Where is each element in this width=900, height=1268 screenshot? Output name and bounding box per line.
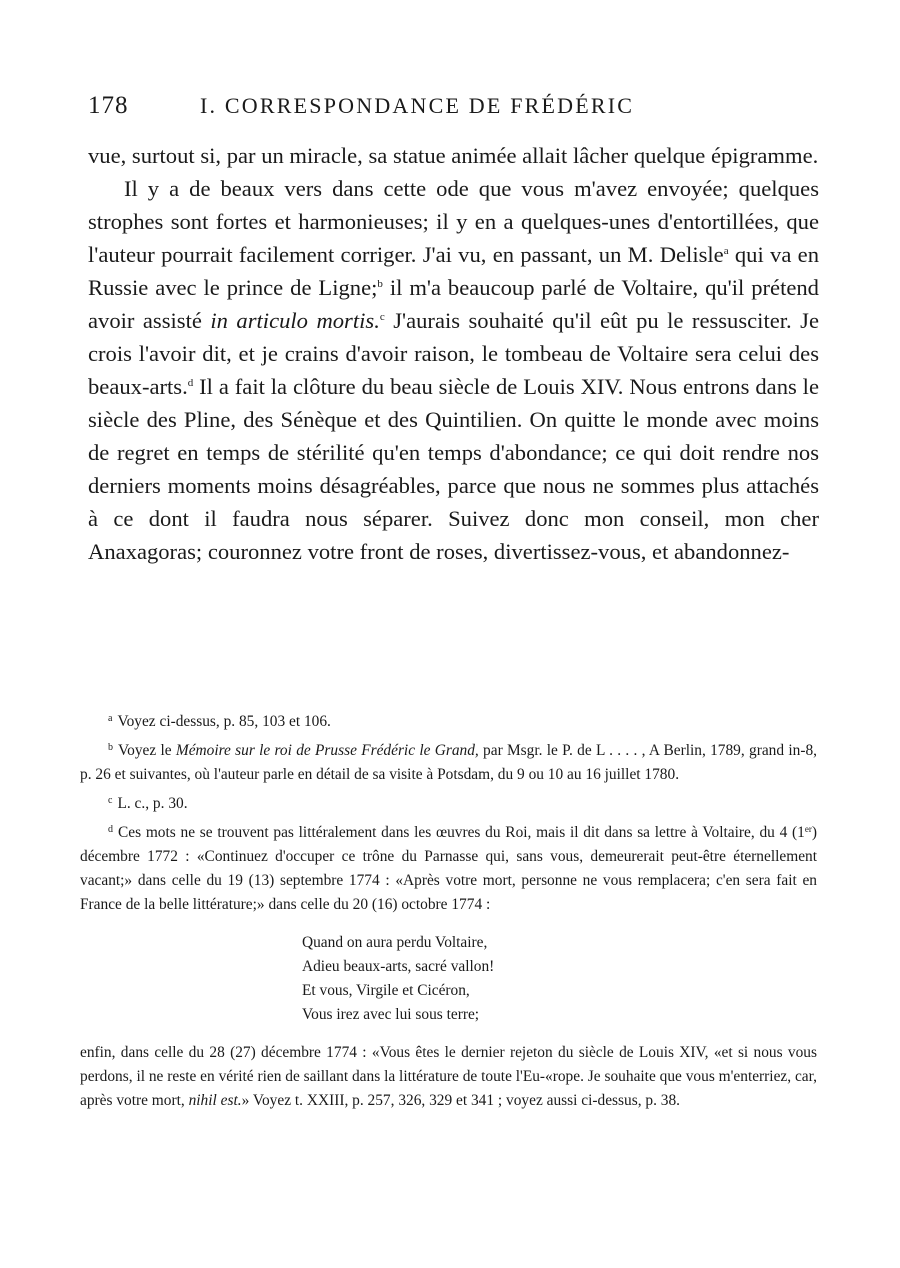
footnote-a: $^a$ Voyez ci-dessus, p. 85, 103 et 106. [108,713,331,730]
paragraph-continuation: vue, surtout si, par un miracle, sa statue animée allait lâcher quelque épigramme. [88,143,819,168]
footnote-ref-b[interactable]: b [377,278,383,290]
poem-line: Adieu beaux-arts, sacré vallon! [302,958,495,975]
footnote-d: $^d$ Ces mots ne se trouvent pas littéralement dans les œuvres du Roi, mais il dit dans sa lettre à Voltaire, du 4 (1er) décembre 1772 : «Continuez d'occuper ce trône du Parnasse qui, sans vous, demeurerait peut-être éternellement vacant;» dans celle du 19 (13) septembre 1774 : «Après votre mort, personne ne vous remplacera; c'en sera fait en France de la belle littérature;» dans celle du 20 (16) octobre 1774 : [80,824,817,913]
footnote-mark: b [108,742,113,753]
footnote-c: $^c$ L. c., p. 30. [108,795,188,812]
footnote-b: $^b$ Voyez le Mémoire sur le roi de Prusse Frédéric le Grand, par Msgr. le P. de L . . . . , A Berlin, 1789, grand in-8, p. 26 et suivantes, où l'auteur parle en détail de sa visite à Potsdam, du 9 ou 10 au 16 juillet 1780. [80,742,817,783]
footnote-ref-a[interactable]: a [723,245,729,257]
footnote-mark: a [108,713,113,724]
book-title: Mémoire sur le roi de Prusse Frédéric le Grand, [175,742,479,759]
footnote-ref-d[interactable]: d [187,377,194,389]
footnote-ref-c[interactable]: c [379,311,385,323]
poem-line: Et vous, Virgile et Cicéron, [302,982,470,999]
paragraph-main: Il y a de beaux vers dans cette ode que vous m'avez envoyée; quelques strophes sont fortes et harmonieuses; il y en a quelques-unes d'entortillées, que l'auteur pourrait facilement corriger. J'ai vu, en passant, un M. Delisle$^a$ qui va en Russie avec le prince de Ligne;$^b$ il m'a beaucoup parlé de Voltaire, qu'il prétend avoir assisté in articulo mortis.$^c$ J'aurais souhaité qu'il eût pu le ressusciter. Je crois l'avoir dit, et je crains d'avoir raison, le tombeau de Voltaire sera celui des beaux-arts.$^d$ Il a fait la clôture du beau siècle de Louis XIV. Nous entrons dans le siècle des Pline, des Sénèque et des Quintilien. On quitte le monde avec moins de regret en temps de stérilité qu'en temps d'abondance; ce qui doit rendre nos derniers moments moins désagréables, parce que nous ne sommes plus attachés à ce dont il faudra nous séparer. Suivez donc mon conseil, mon cher Anaxagoras; couronnez votre front de roses, divertissez-vous, et abandonnez- [88,176,819,564]
poem-quote [302,931,817,1027]
running-head: I. CORRESPONDANCE DE FRÉDÉRIC [200,93,635,118]
latin-phrase: in articulo mortis. [210,308,380,333]
page-number: 178 [88,92,129,119]
main-text [88,139,819,568]
footnote-d-continuation: enfin, dans celle du 28 (27) décembre 1774 : «Vous êtes le dernier rejeton du siècle de Louis XIV, «et si nous vous perdons, il ne reste en vérité rien de saillant dans la littérature de toute l'Eu-«rope. Je souhaite que vous m'enterriez, car, après votre mort, nihil est.» Voyez t. XXIII, p. 257, 326, 329 et 341 ; voyez aussi ci-dessus, p. 38. [80,1044,817,1109]
poem-line: Vous irez avec lui sous terre; [302,1006,480,1023]
page-header [88,92,828,126]
poem-line: Quand on aura perdu Voltaire, [302,934,488,951]
footnote-mark: c [108,795,113,806]
footnotes [80,710,817,1113]
footnote-mark: d [108,824,113,835]
